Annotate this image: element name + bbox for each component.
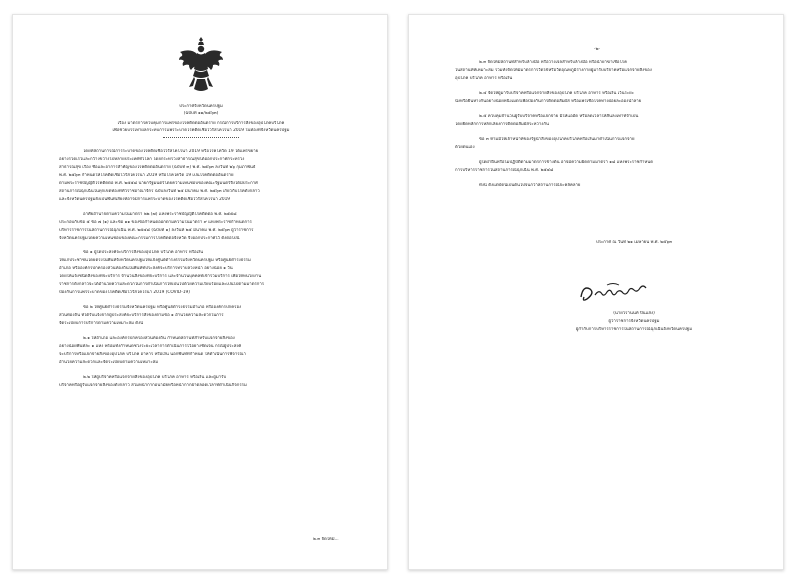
title-divider (163, 137, 239, 138)
body-line: ข้อ ๑ ผู้ใดประสงค์จะบริการสั่งของอุปโภค บริโภค อาหาร หรือเงิน (83, 250, 204, 255)
document-page-2 (408, 14, 784, 570)
signature-icon (577, 277, 657, 307)
announcement-date: ประกาศ ณ วันที่ ๒๑ เมษายน พ.ศ. ๒๕๖๓ (595, 240, 673, 245)
body-line: โดยที่สถานการณ์การระบาดของโรคติดเชื้อไวรัสโคโรนา 2019 หรือโรคโควิด 19 ได้แพร่ขยาย (83, 149, 259, 154)
document-page-1 (12, 14, 388, 570)
body-line: การบริหารราชการในสถานการณ์ฉุกเฉิน พ.ศ. ๒๕๔๘ (455, 168, 554, 173)
body-line: ให้แก่ประชาชนโดยตรงในพื้นที่จังหวัดนครปฐมให้แจ้งศูนย์ดำรงธรรมจังหวัดนครปฐม หรือศูนย์ดำรงธรรม (59, 258, 251, 263)
body-line: อำเภอ หรือองค์กรปกครองส่วนท้องถิ่นในพื้นที่ที่ประสงค์จะบริการทราบล่วงหน้า อย่างน้อย ๑ วัน (59, 266, 233, 271)
body-line: อย่างน้อยพื้นที่ละ ๑ แห่ง พร้อมทั้งกำหนดช่วงระยะเวลาการดำเนินการไว้อย่างชัดเจน กรณีผู้ประสงค์ (59, 344, 242, 349)
body-line: อุปโภค บริโภค อาหาร หรือเงิน (455, 76, 513, 81)
garuda-emblem-icon (177, 35, 225, 95)
body-line: ๒.๕ ควบคุมจำนวนผู้รับบริจาคหรือแจกจ่าย มิให้แออัด หรือลดเวลาให้สั้นลงเท่าที่จำเป็น (479, 114, 639, 119)
body-line: พ.ศ. ๒๕๖๓ กำหนดให้โรคติดเชื้อไวรัสโคโรนา 2019 หรือโรคโควิด 19 เป็นโรคติดต่ออันตราย (59, 173, 234, 178)
body-line: อาศัยอำนาจตามความในมาตรา ๒๒ (๗) แห่งพระราชบัญญัติโรคติดต่อ พ.ศ. ๒๕๕๘ (83, 212, 237, 217)
page-number: -๒- (594, 47, 600, 52)
subject-line: เรื่อง มาตรการควบคุมการแพร่ของโรคติดต่ออันตราย กรณีการบริการสั่งของอุปโภคบริโภค (117, 121, 285, 126)
body-line: จังหวัดนครปฐมโดยความเห็นชอบของคณะกรรมการโรคติดต่อจังหวัด จึงออกประกาศไว้ ดังต่อไปนี้ (59, 236, 240, 241)
body-line: ทั้งนี้ ตั้งแต่บัดนี้เป็นต้นไปจนกว่าสถานการณ์จะคลี่คลาย (479, 183, 581, 188)
signer-role: ผู้กำกับการบริหารราชการในสถานการณ์ฉุกเฉินจังหวัดนครปฐม (575, 327, 693, 332)
body-line: อำนวยความสะดวกและจัดระเบียบตามความเหมาะสม (59, 360, 159, 365)
body-line: ด้วยตนเอง (455, 145, 475, 150)
body-line: โดยให้แจ้งชนิดสิ่งของที่จะบริการ จำนวนสิ่งของที่จะบริการ และจำนวนบุคคลที่เข้าร่วมบริการ เพื่อให้หน่วยงาน (59, 274, 262, 279)
body-line: ๒.๓ จัดให้มีสถานที่สำหรับล้างมือ หรือวางเจลสำหรับล้างมือ หรือน้ำยาฆ่าเชื้อโรค (479, 60, 627, 65)
body-line: สาธารณสุข เรื่อง ชื่อและอาการสำคัญของโรคติดต่ออันตราย (ฉบับที่ ๓) พ.ศ. ๒๕๖๓ ลงวันที่ ๒๖ กุมภาพันธ์ (59, 165, 256, 170)
body-line: จัดระเบียบการบริการตามความเหมาะสม ดังนี้ (59, 321, 144, 326)
body-line: ๒.๑ ให้อำเภอ และองค์กรปกครองส่วนท้องถิ่น กำหนดสถานที่สำหรับแจกจ่ายสิ่งของ (83, 336, 235, 341)
body-line: สถานการณ์ฉุกเฉินในทุกเขตท้องที่ทั่วราชอาณาจักร ฉบับลงวันที่ ๒๕ มีนาคม พ.ศ. ๒๕๖๓ เกี่ยวกับโรคดังกล่าว (59, 189, 260, 194)
body-line: โดยยึดหลักการหลีกเลี่ยงการติดต่อสัมผัสระหว่างกัน (455, 122, 549, 127)
body-line: ส่วนท้องถิ่น ที่ได้รับแจ้งจากผู้ประสงค์จะบริการสั่งของตามข้อ ๑ อำนวยความสะดวกในการ (59, 313, 224, 318)
body-line: นั่งหรือยืนห่างกันอย่างน้อยหนึ่งเมตรเพื่อป้องกันการติดต่อสัมผัส หรือแพร่เชื้อโรคทางฝอยละอองน้ำลาย (455, 99, 642, 104)
announcement-title: ประกาศจังหวัดนครปฐม (179, 104, 223, 109)
continuation-marker: ๒.๓ จัดให้มี... (313, 537, 339, 542)
body-line: บริหารราชการในสถานการณ์ฉุกเฉิน พ.ศ. ๒๕๔๘ (ฉบับที่ ๑) ลงวันที่ ๒๕ มีนาคม พ.ศ. ๒๕๖๓ ผู้ว่าราชการ (59, 228, 254, 233)
body-line: บริจาคหรือผู้รับแจกจ่ายสิ่งของดังกล่าว สวมหน้ากากอนามัยหรือหน้ากากผ้าตลอดเวลาที่ดำเนินกิจกรรม (59, 383, 247, 388)
signer-name: (นายวรานนท์ ปิ่นแสง) (613, 311, 655, 316)
body-line: ๒.๔ จัดให้ผู้มารับบริจาคหรือแจกจ่ายสิ่งของอุปโภค บริโภค อาหาร หรือเงิน เว้นระยะ (479, 91, 634, 96)
body-line: ผู้ใดฝ่าฝืนหรือไม่ปฏิบัติตามมาตรการข้างต้น อาจมีความผิดตามมาตรา ๑๘ แห่งพระราชกำหนด (479, 160, 653, 165)
body-line: ตามพระราชบัญญัติโรคติดต่อ พ.ศ. ๒๕๕๘ นายกรัฐมนตรีโดยความเห็นชอบของคณะรัฐมนตรีจึงได้มีประกาศ (59, 181, 258, 186)
body-line: ราชการดังกล่าวจะได้อำนวยความสะดวกในการดำเนินการให้เป็นไปด้วยความเรียบร้อยและเป็นไปตามมาตรการ (59, 282, 265, 287)
body-line: อย่างรวดเร็วและกว้างขวางไปหลายประเทศทั่วโลก โดยกระทรวงสาธารณสุขได้ออกประกาศกระทรวง (59, 157, 245, 162)
body-line: ๒.๒ ให้ผู้บริจาคหรือแจกจ่ายสิ่งของอุปโภค บริโภค อาหาร หรือเงิน และผู้มารับ (83, 375, 227, 380)
body-line: ป้องกันการแพร่ระบาดของโรคติดเชื้อไวรัสโคโรนา 2019 (COVID-19) (59, 290, 190, 295)
body-line: ข้อ ๒ ให้ศูนย์ดำรงธรรมจังหวัดนครปฐม หรือศูนย์ดำรงธรรมอำเภอ หรือองค์กรปกครอง (83, 305, 242, 310)
body-line: ในสถานที่ที่เหมาะสม รวมทั้งจัดให้มีมาตรการวัดไข้หรือวัดอุณหภูมิร่างกายผู้มารับบริจาคหรือแจกจ่ายสิ่งของ (455, 68, 652, 73)
body-line: ข้อ ๓ ห้ามมิให้เจ้าหน้าที่ของรัฐนำสิ่งของอุปโภคบริโภคหรือเงินมาดำเนินการแจกจ่าย (479, 137, 635, 142)
signer-position: ผู้ว่าราชการจังหวัดนครปฐม (608, 319, 660, 324)
body-line: และจังหวัดนครปฐมยังเป็นพื้นที่เสี่ยงที่อาจมีการแพร่ระบาดของโรคติดเชื้อไวรัสโคโรนา 2019 (59, 197, 231, 202)
subject-line: เพื่อช่วยบรรเทาผลกระทบการแพร่ระบาดโรคติดเชื้อไวรัสโคโรนา 2019 ในท้องที่จังหวัดนครปฐม (112, 128, 290, 133)
body-line: ประกอบกับข้อ ๕ ข้อ ๗ (๑) และข้อ ๑๑ ของข้อกำหนดออกตามความในมาตรา ๙ แห่งพระราชกำหนดการ (59, 220, 252, 225)
body-line: จะบริการหรือแจกจ่ายสิ่งของอุปโภค บริโภค อาหาร หรือเงิน นอกพื้นที่ที่กำหนด ให้ดำเนินการพิจารณา (59, 352, 246, 357)
announcement-number: (ฉบับที่ ๑๑/๒๕๖๓) (183, 111, 219, 116)
